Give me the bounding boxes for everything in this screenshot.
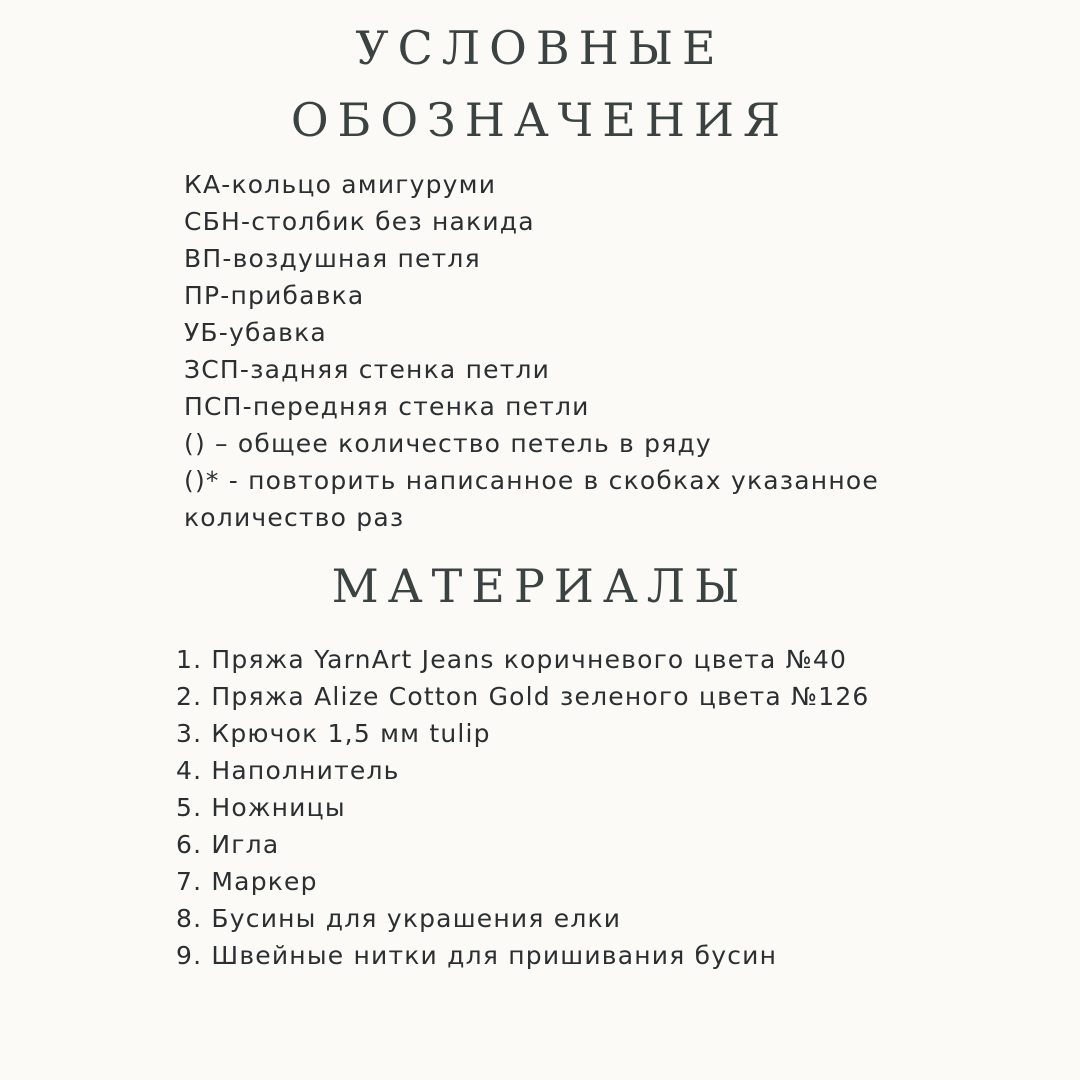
legend-item: ПСП-передняя стенка петли (184, 392, 590, 421)
legend-item: СБН-столбик без накида (184, 207, 535, 236)
page-title-line-2: ОБОЗНАЧЕНИЯ (290, 93, 790, 147)
material-item: 2. Пряжа Alize Cotton Gold зеленого цвета №126 (176, 682, 870, 711)
legend-item: КА-кольцо амигуруми (184, 170, 497, 199)
legend-item: ()* - повторить написанное в скобках указанное (184, 466, 879, 495)
material-item: 4. Наполнитель (176, 756, 400, 785)
material-item: 1. Пряжа YarnArt Jeans коричневого цвета №40 (176, 645, 848, 674)
material-item: 7. Маркер (176, 867, 318, 896)
page-title-line-1: УСЛОВНЫЕ (355, 21, 725, 75)
material-item: 3. Крючок 1,5 мм tulip (176, 719, 491, 748)
materials-title: МАТЕРИАЛЫ (331, 559, 749, 613)
legend-item: () – общее количество петель в ряду (184, 429, 712, 458)
legend-item: ЗСП-задняя стенка петли (184, 355, 551, 384)
material-item: 5. Ножницы (176, 793, 346, 822)
legend-item: УБ-убавка (184, 318, 327, 347)
legend-list (184, 166, 879, 536)
legend-item: ПР-прибавка (184, 281, 365, 310)
material-item: 9. Швейные нитки для пришивания бусин (176, 941, 778, 970)
legend-item: количество раз (184, 503, 405, 532)
materials-list (176, 641, 870, 974)
legend-item: ВП-воздушная петля (184, 244, 481, 273)
material-item: 8. Бусины для украшения елки (176, 904, 622, 933)
material-item: 6. Игла (176, 830, 280, 859)
